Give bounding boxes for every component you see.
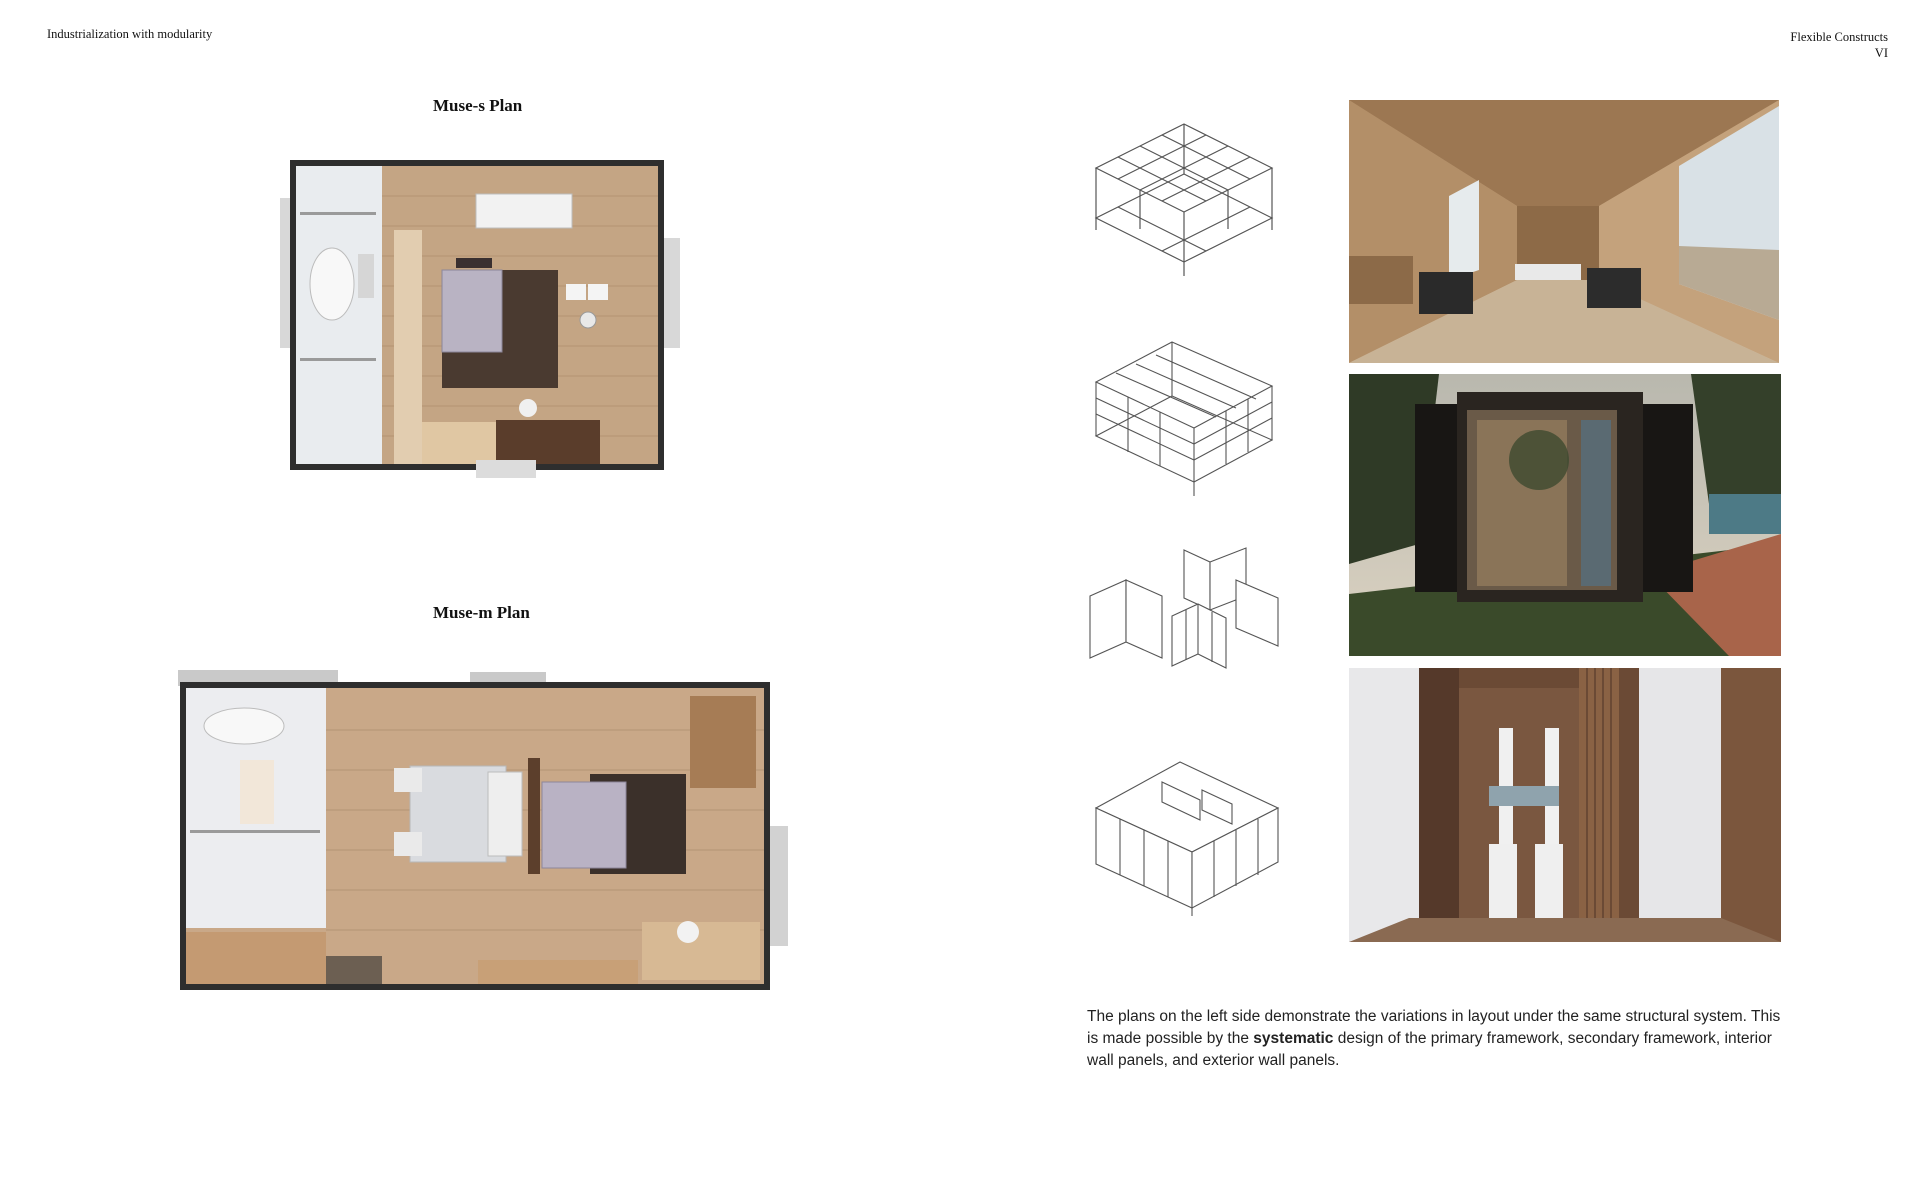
exterior-wall-panels-axonometric [1092,758,1282,918]
interior-wall-panels-axonometric [1086,546,1282,674]
running-header-left: Industrialization with modularity [47,27,213,41]
muse-m-plan-title: Muse-m Plan [433,603,530,622]
caption-text-after: design of the primary framework, secondary framework, interior wall panels, and exterior wall panels. [1087,1029,1772,1069]
section-title: Flexible Constructs [1790,30,1888,44]
caption-text-before: The plans on the left side demonstrate the variations in layout under the same structural system. This is made possible by the [1087,1007,1781,1047]
running-header-right [1790,29,1888,61]
muse-m-floor-plan [178,670,790,990]
muse-s-floor-plan [270,156,686,486]
muse-s-plan-title: Muse-s Plan [433,96,523,115]
bathroom-render [1349,668,1781,942]
exterior-module-render [1349,374,1781,656]
secondary-framework-axonometric [1092,336,1276,500]
primary-framework-axonometric [1092,118,1276,284]
caption-paragraph [1087,1006,1787,1072]
interior-living-room-render [1349,100,1779,363]
caption-emphasis: systematic [1253,1029,1334,1047]
page-number: VI [1874,46,1888,60]
